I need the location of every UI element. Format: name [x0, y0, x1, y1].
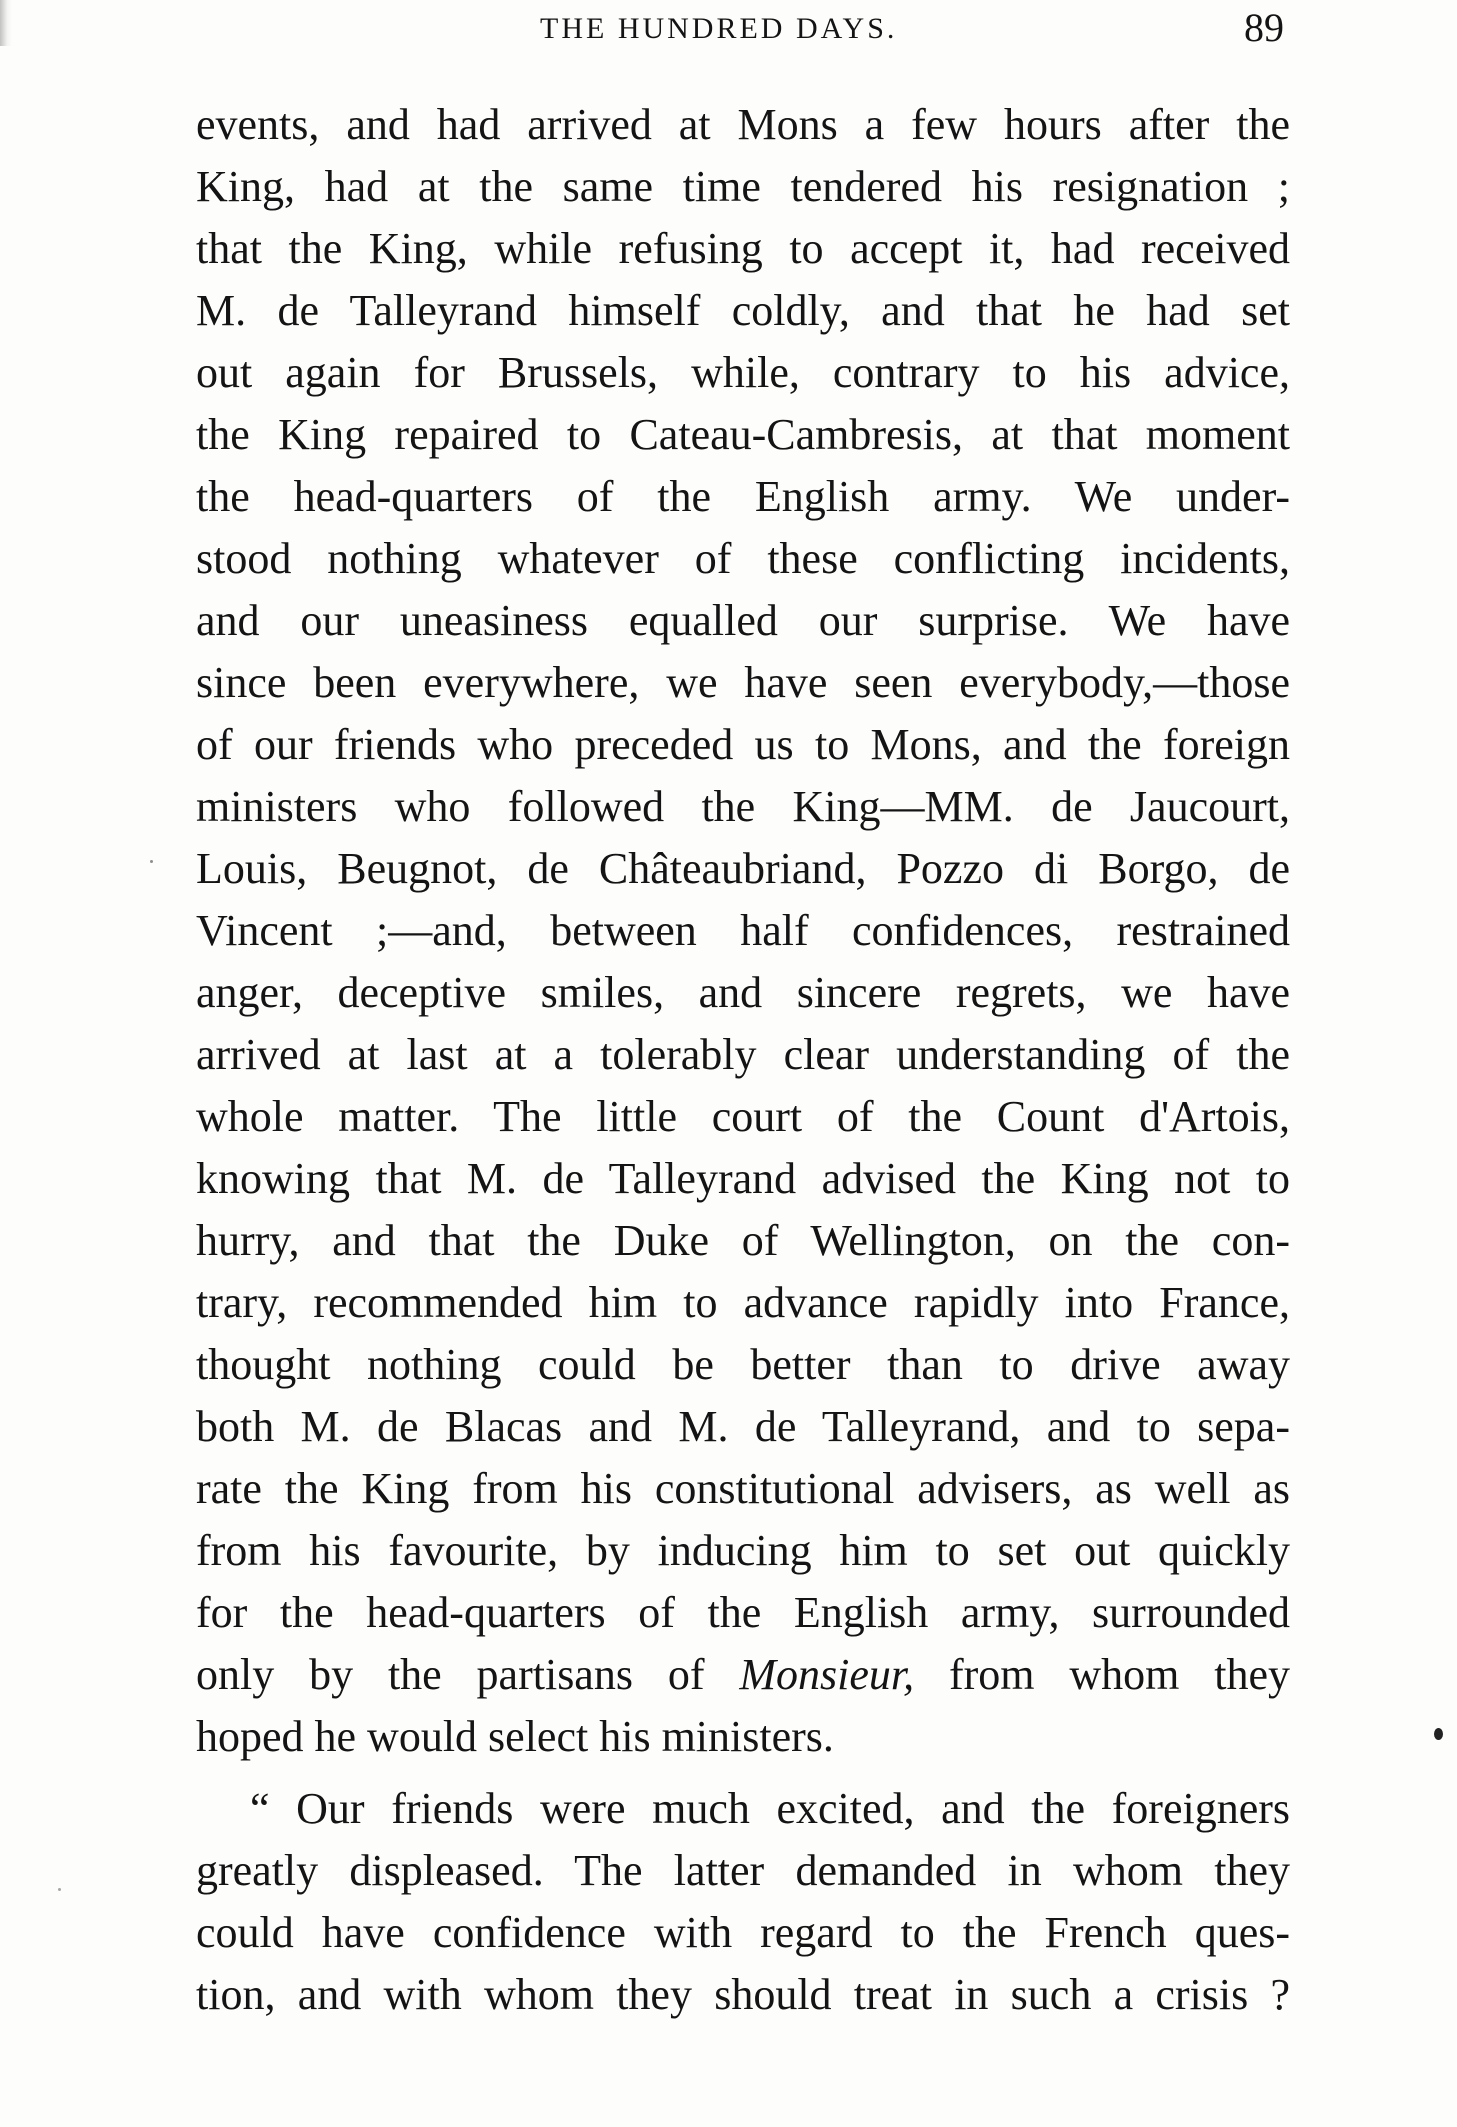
running-head-title: THE HUNDRED DAYS.	[540, 12, 898, 45]
line-text-before: only by the partisans of	[196, 1650, 705, 1699]
page-number: 89	[1244, 5, 1284, 50]
paragraph	[196, 94, 1290, 1768]
text-line: rate the King from his constitutional advisers, as well as	[196, 1464, 1290, 1513]
text-line: could have confidence with regard to the French ques-	[196, 1908, 1290, 1957]
text-line-with-italic	[196, 1644, 1290, 1706]
text-line: greatly displeased. The latter demanded in whom they	[196, 1846, 1290, 1895]
text-line-indented: “ Our friends were much excited, and the foreigners	[250, 1784, 1290, 1833]
text-line: Louis, Beugnot, de Châteaubriand, Pozzo di Borgo, de	[196, 844, 1290, 893]
text-line: both M. de Blacas and M. de Talleyrand, and to sepa-	[196, 1402, 1290, 1451]
text-line: for the head-quarters of the English army, surrounded	[196, 1588, 1290, 1637]
ink-speck	[1434, 1728, 1443, 1740]
text-line: stood nothing whatever of these conflicting incidents,	[196, 534, 1290, 583]
text-line-last: hoped he would select his ministers.	[196, 1712, 834, 1761]
paragraph-gap	[196, 1768, 1290, 1778]
text-line: out again for Brussels, while, contrary to his advice,	[196, 348, 1290, 397]
text-line: whole matter. The little court of the Count d'Artois,	[196, 1092, 1290, 1141]
text-line: anger, deceptive smiles, and sincere regrets, we have	[196, 968, 1290, 1017]
text-line: and our uneasiness equalled our surprise. We have	[196, 596, 1290, 645]
text-line: from his favourite, by inducing him to set out quickly	[196, 1526, 1290, 1575]
text-line: since been everywhere, we have seen everybody,—those	[196, 658, 1290, 707]
ink-speck	[58, 1888, 61, 1891]
line-text-after: from whom they	[948, 1650, 1290, 1699]
text-line: the King repaired to Cateau-Cambresis, at that moment	[196, 410, 1290, 459]
running-head	[0, 0, 1457, 60]
text-line: that the King, while refusing to accept it, had received	[196, 224, 1290, 273]
text-line: hurry, and that the Duke of Wellington, on the con-	[196, 1216, 1290, 1265]
body-text	[196, 94, 1290, 2026]
italic-word-monsieur: Monsieur,	[739, 1650, 915, 1699]
text-line: trary, recommended him to advance rapidly into France,	[196, 1278, 1290, 1327]
paragraph	[196, 1778, 1290, 2026]
text-line: ministers who followed the King—MM. de Jaucourt,	[196, 782, 1290, 831]
ink-speck	[150, 860, 153, 863]
text-line: of our friends who preceded us to Mons, and the foreign	[196, 720, 1290, 769]
text-line: Vincent ;—and, between half confidences, restrained	[196, 906, 1290, 955]
text-line: the head-quarters of the English army. We under-	[196, 472, 1290, 521]
text-line: knowing that M. de Talleyrand advised the King not to	[196, 1154, 1290, 1203]
text-line: M. de Talleyrand himself coldly, and that he had set	[196, 286, 1290, 335]
text-line: tion, and with whom they should treat in such a crisis ?	[196, 1970, 1290, 2019]
text-line: arrived at last at a tolerably clear understanding of the	[196, 1030, 1290, 1079]
text-line: King, had at the same time tendered his resignation ;	[196, 162, 1290, 211]
text-line: thought nothing could be better than to drive away	[196, 1340, 1290, 1389]
text-line: events, and had arrived at Mons a few hours after the	[196, 100, 1290, 149]
